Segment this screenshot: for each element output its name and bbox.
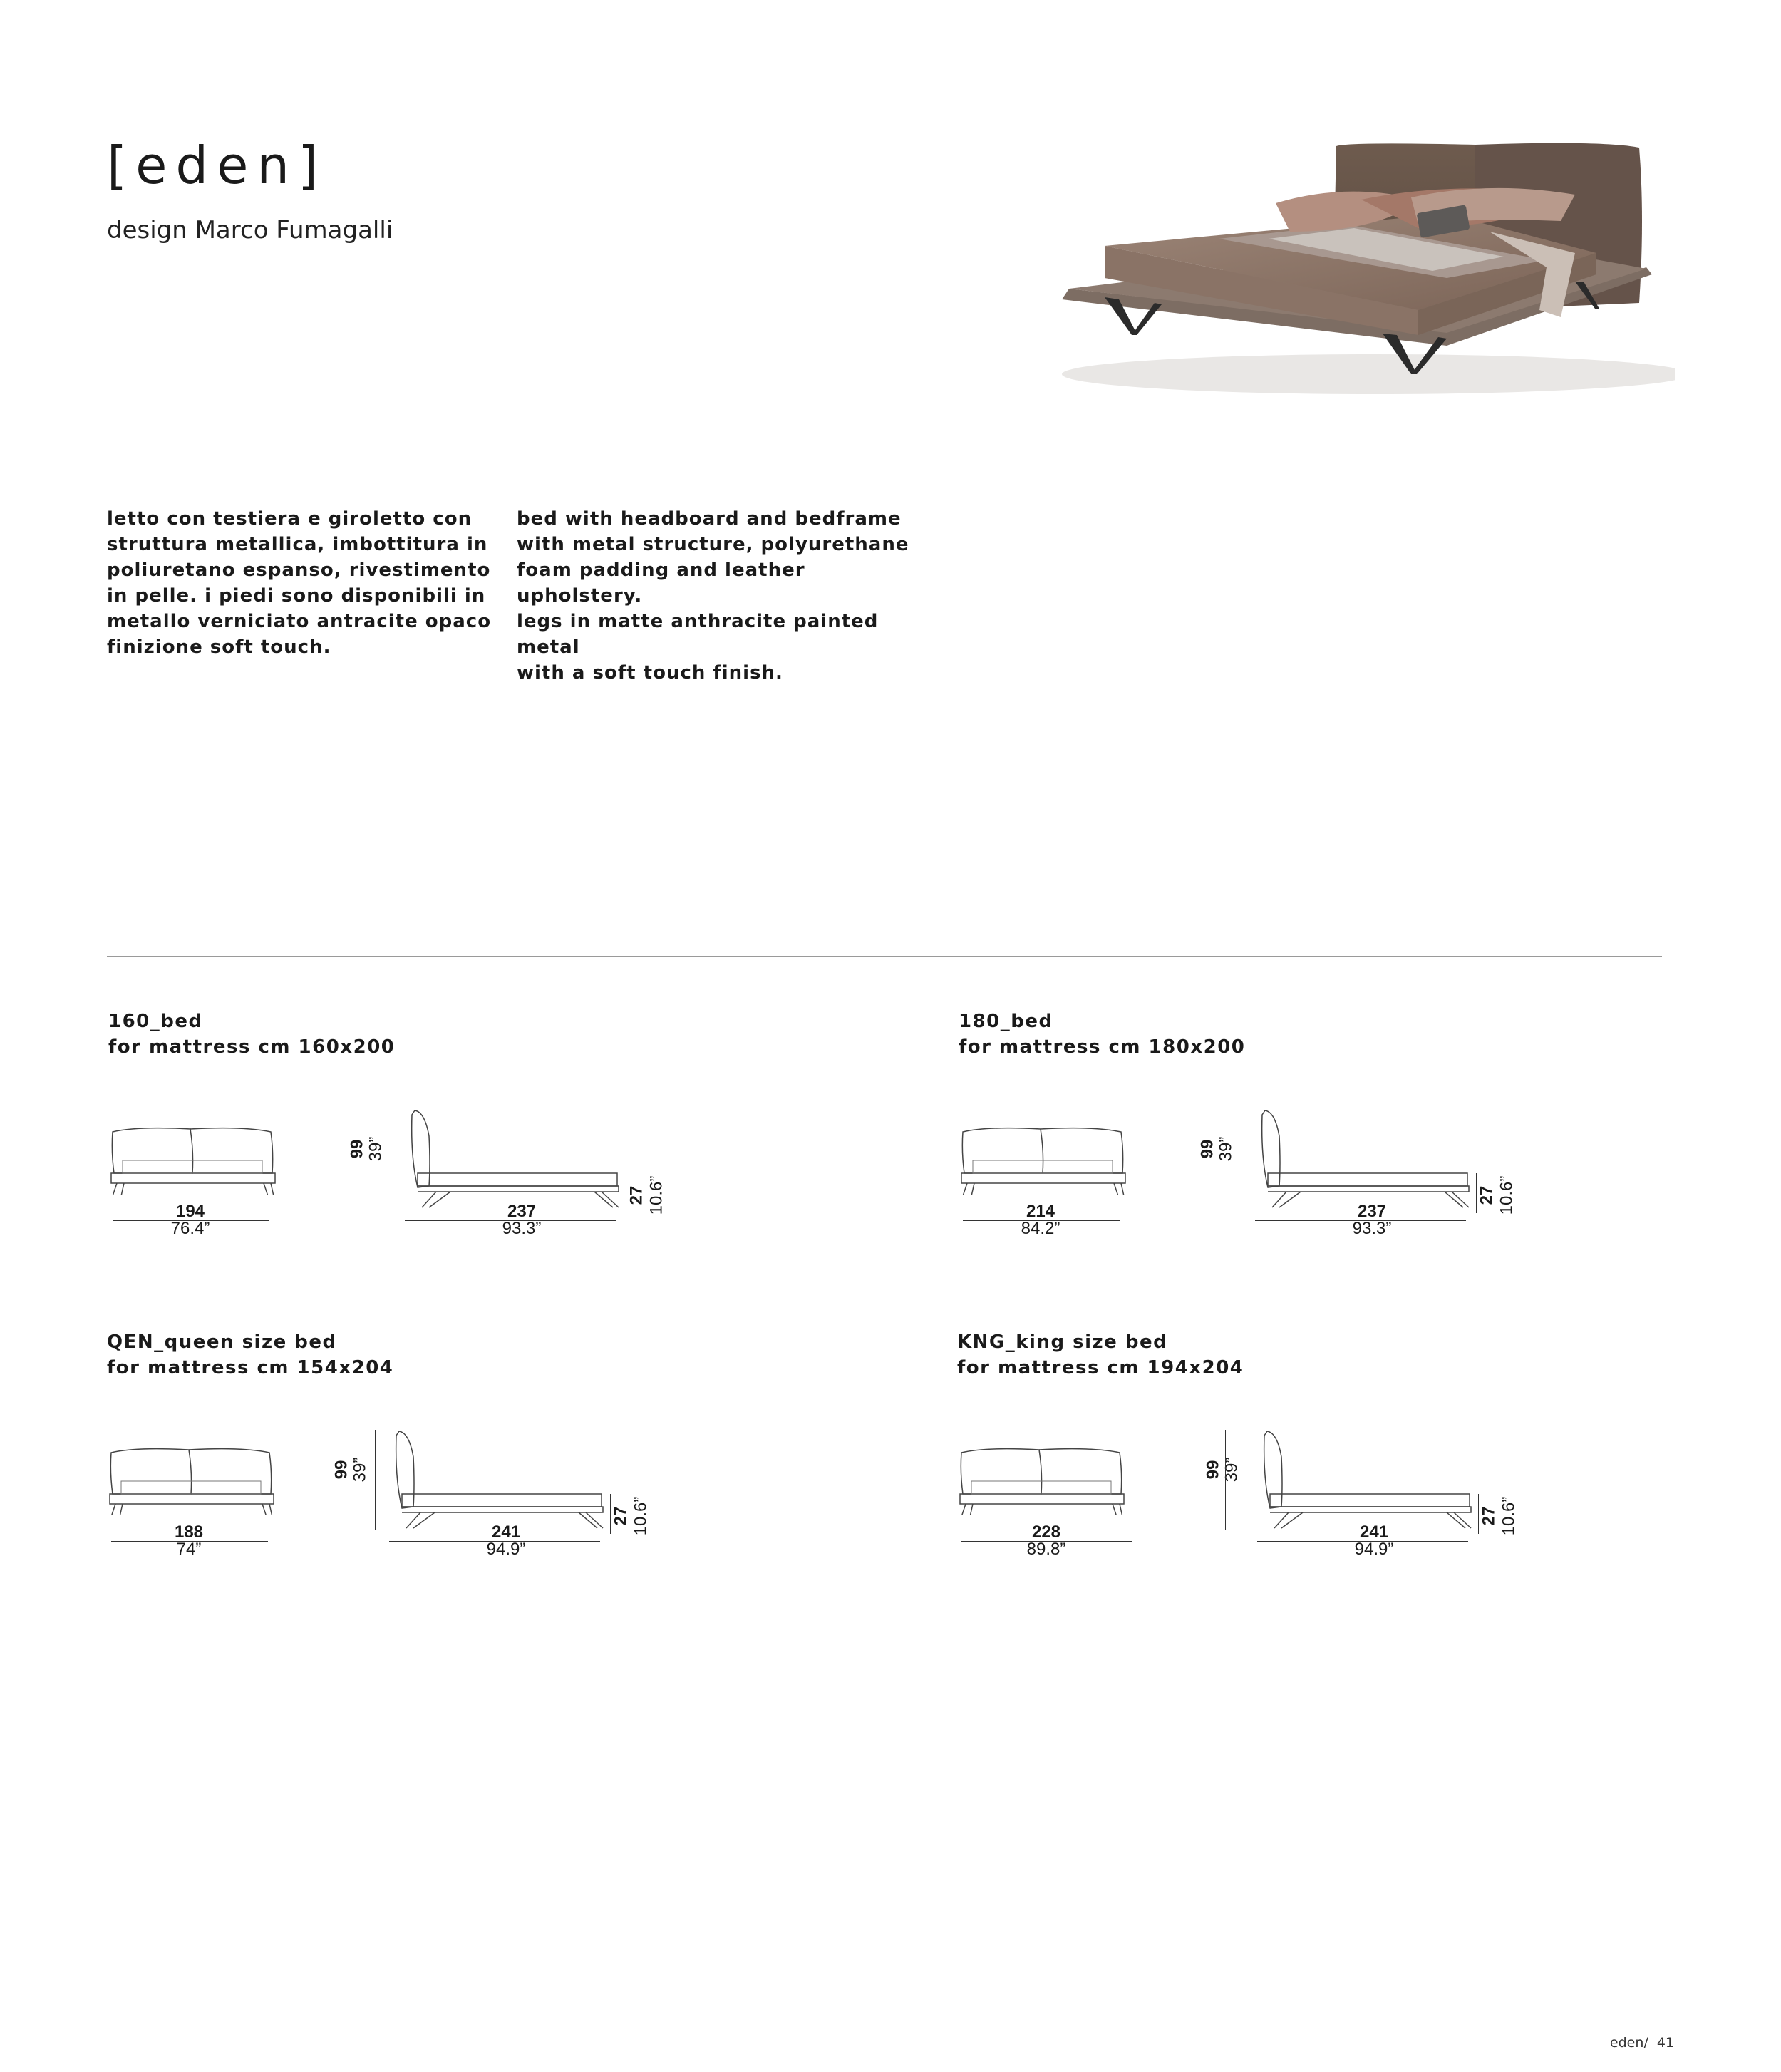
bed-product-photo bbox=[1048, 132, 1675, 417]
height-cm: 99 bbox=[1203, 1460, 1223, 1480]
variant-queen bbox=[107, 1331, 891, 1631]
frame-height-inch: 10.6” bbox=[646, 1175, 666, 1215]
width-inch: 74” bbox=[176, 1540, 202, 1559]
front-view-drawing bbox=[959, 1116, 1144, 1195]
width-cm: 214 bbox=[1026, 1202, 1055, 1221]
length-inch: 93.3” bbox=[1352, 1219, 1392, 1238]
page-number: 41 bbox=[1656, 2035, 1674, 2051]
variant-name: 180_bed bbox=[959, 1011, 1053, 1032]
width-cm: 194 bbox=[175, 1202, 205, 1221]
height-inch: 39” bbox=[366, 1136, 386, 1162]
length-inch: 93.3” bbox=[502, 1219, 542, 1238]
width-cm: 228 bbox=[1031, 1522, 1061, 1542]
product-title: [eden] bbox=[107, 135, 327, 195]
variant-mattress: for mattress cm 180x200 bbox=[959, 1036, 1246, 1058]
description-english: bed with headboard and bedframe with metal structure, polyurethane foam padding and leather upholstery. legs in matte anthracite painted metal with a soft touch finish. bbox=[517, 508, 909, 684]
height-cm: 99 bbox=[331, 1460, 351, 1480]
length-cm: 237 bbox=[507, 1202, 537, 1221]
height-cm: 99 bbox=[1197, 1139, 1217, 1159]
height-inch: 39” bbox=[1222, 1457, 1241, 1483]
height-inch: 39” bbox=[350, 1457, 370, 1483]
section-divider bbox=[107, 956, 1662, 957]
height-inch: 39” bbox=[1216, 1136, 1236, 1162]
width-cm: 188 bbox=[174, 1522, 204, 1542]
variant-name: QEN_queen size bed bbox=[107, 1331, 337, 1353]
variant-name: 160_bed bbox=[108, 1011, 203, 1032]
variant-name: KNG_king size bed bbox=[957, 1331, 1168, 1353]
frame-height-cm: 27 bbox=[1477, 1185, 1497, 1205]
height-dimension-line bbox=[1225, 1430, 1226, 1530]
frame-height-inch: 10.6” bbox=[1499, 1496, 1519, 1536]
page-footer bbox=[1610, 2035, 1674, 2051]
length-cm: 241 bbox=[491, 1522, 521, 1542]
frame-height-inch: 10.6” bbox=[631, 1496, 651, 1536]
front-view-drawing bbox=[957, 1437, 1142, 1515]
length-cm: 241 bbox=[1359, 1522, 1389, 1542]
frame-height-cm: 27 bbox=[1479, 1506, 1499, 1526]
front-view-drawing bbox=[107, 1437, 292, 1515]
variant-mattress: for mattress cm 154x204 bbox=[107, 1357, 394, 1378]
designer-credit: design Marco Fumagalli bbox=[107, 216, 393, 244]
length-inch: 94.9” bbox=[486, 1540, 526, 1559]
variant-mattress: for mattress cm 160x200 bbox=[108, 1036, 396, 1058]
variant-160 bbox=[108, 1011, 892, 1310]
length-cm: 237 bbox=[1357, 1202, 1387, 1221]
frame-height-cm: 27 bbox=[611, 1506, 631, 1526]
height-cm: 99 bbox=[347, 1139, 367, 1159]
footer-section: eden/ bbox=[1609, 2035, 1648, 2051]
description-italian: letto con testiera e giroletto con struttura metallica, imbottitura in poliuretano espanso, rivestimento in pelle. i piedi sono disponibili in metallo verniciato antracite opaco finizione soft touch. bbox=[107, 508, 492, 658]
variant-mattress: for mattress cm 194x204 bbox=[957, 1357, 1244, 1378]
height-dimension-line bbox=[375, 1430, 376, 1530]
variant-king bbox=[957, 1331, 1741, 1631]
frame-height-inch: 10.6” bbox=[1497, 1175, 1517, 1215]
frame-height-cm: 27 bbox=[626, 1185, 646, 1205]
width-inch: 84.2” bbox=[1021, 1219, 1060, 1238]
length-inch: 94.9” bbox=[1354, 1540, 1394, 1559]
width-inch: 76.4” bbox=[170, 1219, 210, 1238]
variant-180 bbox=[959, 1011, 1743, 1310]
front-view-drawing bbox=[108, 1116, 294, 1195]
width-inch: 89.8” bbox=[1026, 1540, 1066, 1559]
